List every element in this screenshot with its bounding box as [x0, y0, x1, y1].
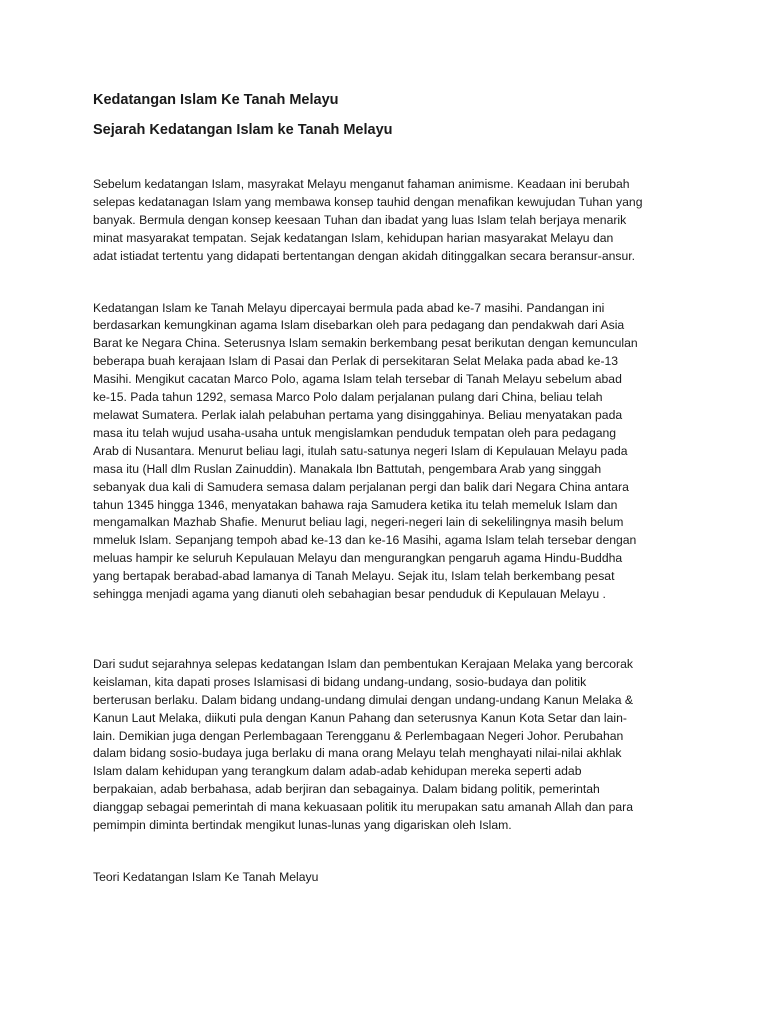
paragraph-3: [93, 656, 683, 835]
text-line: pemimpin diminta bertindak mengikut lunas-lunas yang digariskan oleh Islam.: [93, 818, 512, 833]
text-line: berdasarkan kemungkinan agama Islam disebarkan oleh para pedagang dan pendakwah dari Asia: [93, 318, 625, 333]
text-line: mengamalkan Mazhab Shafie. Menurut beliau lagi, negeri-negeri lain di sekelilingnya masih belum: [93, 515, 624, 530]
text-line: melawat Sumatera. Perlak ialah pelabuhan pertama yang disinggahinya. Beliau menyatakan pada: [93, 407, 623, 422]
text-line: beberapa buah kerajaan Islam di Pasai dan Perlak di persekitaran Selat Melaka pada abad ke-13: [93, 354, 619, 369]
document-title: Kedatangan Islam Ke Tanah Melayu: [93, 92, 339, 108]
text-line: Kanun Laut Melaka, diikuti pula dengan Kanun Pahang dan seterusnya Kanun Kota Setar dan lain-: [93, 710, 627, 725]
text-line: Masihi. Mengikut cacatan Marco Polo, agama Islam telah tersebar di Tanah Melayu sebelum abad: [93, 372, 622, 387]
text-line: Dari sudut sejarahnya selepas kedatangan Islam dan pembentukan Kerajaan Melaka yang bercorak: [93, 656, 633, 671]
text-line: meluas hampir ke seluruh Kepulauan Melayu dan mengurangkan pengaruh agama Hindu-Buddha: [93, 551, 623, 566]
text-line: masa itu telah wujud usaha-usaha untuk mengislamkan penduduk tempatan oleh para pedagang: [93, 425, 617, 440]
text-line: sebanyak dua kali di Samudera semasa dalam perjalanan pergi dan balik dari Negara China antara: [93, 479, 629, 494]
text-line: selepas kedatanagan Islam yang membawa konsep tauhid dengan menafikan kewujudan Tuhan yang: [93, 194, 643, 209]
paragraph-1: [93, 176, 683, 266]
text-line: keislaman, kita dapati proses Islamisasi di bidang undang-undang, sosio-budaya dan politik: [93, 674, 587, 689]
text-line: mmeluk Islam. Sepanjang tempoh abad ke-13 dan ke-16 Masihi, agama Islam telah tersebar dengan: [93, 533, 637, 548]
text-line: sehingga menjadi agama yang dianuti oleh sebahagian besar penduduk di Kepulauan Melayu .: [93, 587, 606, 602]
text-line: Barat ke Negara China. Seterusnya Islam semakin berkembang pesat berikutan dengan kemunculan: [93, 336, 638, 351]
text-line: minat masyarakat tempatan. Sejak kedatangan Islam, kehidupan harian masyarakat Melayu dan: [93, 230, 614, 245]
text-line: Sebelum kedatangan Islam, masyrakat Melayu menganut fahaman animisme. Keadaan ini berubah: [93, 177, 630, 191]
document-subtitle: Sejarah Kedatangan Islam ke Tanah Melayu: [93, 122, 393, 138]
text-line: banyak. Bermula dengan konsep keesaan Tuhan dan ibadat yang luas Islam telah berjaya menarik: [93, 212, 627, 227]
text-line: masa itu (Hall dlm Ruslan Zainuddin). Manakala Ibn Battutah, pengembara Arab yang singgah: [93, 461, 602, 476]
text-line: lain. Demikian juga dengan Perlembagaan Terengganu & Perlembagaan Negeri Johor. Perubahan: [93, 728, 624, 743]
text-line: berpakaian, adab berbahasa, adab berjiran dan sebagainya. Dalam bidang politik, pemerintah: [93, 782, 600, 797]
text-line: Islam dalam kehidupan yang terangkum dalam adab-adab kehidupan mereka seperti adab: [93, 764, 582, 779]
text-line: adat istiadat tertentu yang didapati bertentangan dengan akidah ditinggalkan secara beransur-ansur.: [93, 248, 636, 263]
paragraph-2: [93, 300, 683, 604]
text-line: yang bertapak berabad-abad lamanya di Tanah Melayu. Sejak itu, Islam telah berkembang pesat: [93, 569, 615, 584]
text-line: Arab di Nusantara. Menurut beliau lagi, itulah satu-satunya negeri Islam di Kepulauan Melayu pada: [93, 443, 628, 458]
text-line: dalam bidang sosio-budaya juga berlaku di mana orang Melayu telah menghayati nilai-nilai akhlak: [93, 746, 622, 761]
text-line: berterusan berlaku. Dalam bidang undang-undang dimulai dengan undang-undang Kanun Melaka &: [93, 692, 634, 707]
paragraph-4-heading: [93, 869, 683, 887]
text-line: tahun 1345 hingga 1346, menyatakan bahawa raja Samudera ketika itu telah memeluk Islam dan: [93, 497, 618, 512]
text-line: dianggap sebagai pemerintah di mana kekuasaan politik itu merupakan satu amanah Allah dan para: [93, 800, 633, 815]
text-line: Teori Kedatangan Islam Ke Tanah Melayu: [93, 870, 319, 884]
text-line: Kedatangan Islam ke Tanah Melayu dipercayai bermula pada abad ke-7 masihi. Pandangan ini: [93, 300, 605, 315]
text-line: ke-15. Pada tahun 1292, semasa Marco Polo dalam perjalanan pulang dari China, beliau telah: [93, 390, 603, 405]
document-page: [93, 90, 683, 887]
